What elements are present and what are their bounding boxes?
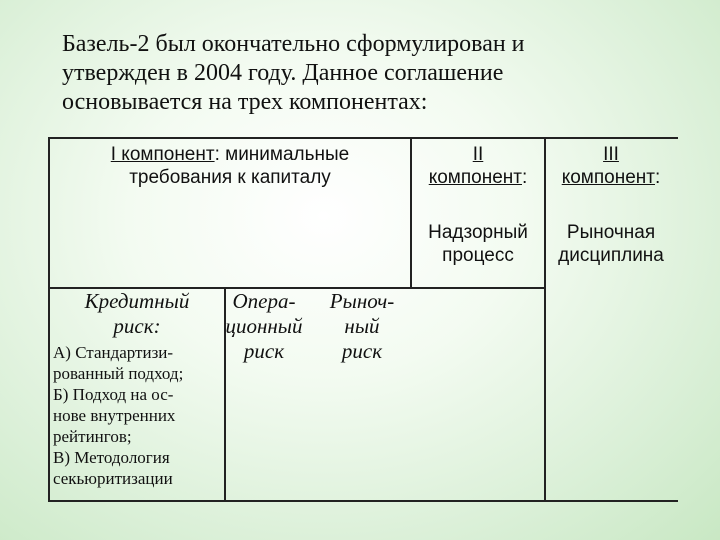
credit-approach-line: В) Методология (53, 448, 170, 467)
table-bottom-border (48, 500, 678, 502)
component-2-name (412, 221, 544, 267)
credit-risk-title (50, 289, 224, 339)
component-3-name-line2: дисциплина (558, 245, 664, 266)
component-3-header (546, 143, 676, 189)
component-2-colon: : (521, 167, 528, 188)
component-3-number: III (603, 144, 619, 165)
component-2-number: II (472, 144, 484, 165)
component-2-name-line1: Надзорный (428, 222, 528, 243)
component-3-name (546, 221, 676, 267)
component-1-title: I компонент (110, 144, 215, 165)
market-risk-line3: риск (341, 339, 383, 363)
credit-approach-line: нове внутренних (53, 406, 176, 425)
operational-risk (214, 289, 314, 364)
credit-approach-line: Б) Подход на ос- (53, 385, 174, 404)
operational-risk-line1: Опера- (232, 289, 296, 313)
component-3-colon: : (654, 167, 661, 188)
credit-risk-title-line2: риск: (113, 314, 161, 338)
component-3-name-line1: Рыночная (566, 222, 656, 243)
credit-approach-line: рейтингов; (53, 427, 132, 446)
component-2-label: компонент (428, 167, 522, 188)
heading-line-1: Базель-2 был окончательно сформулирован и (62, 31, 525, 57)
credit-risk-approaches (53, 342, 225, 489)
component-3-label: компонент (561, 167, 655, 188)
market-risk (312, 289, 412, 364)
market-risk-line2: ный (344, 314, 380, 338)
table-top-border (48, 137, 678, 139)
component-2-name-line2: процесс (442, 245, 514, 266)
component-1-header (52, 143, 408, 189)
operational-risk-line2: ционный (225, 314, 303, 338)
divider-comp2-comp3 (544, 137, 546, 501)
component-1-desc: : минимальные (214, 144, 350, 165)
heading-line-3: основывается на трех компонентах: (62, 89, 428, 115)
components-table (48, 137, 678, 501)
credit-approach-line: А) Стандартизи- (53, 343, 174, 362)
credit-approach-line: рованный подход; (53, 364, 184, 383)
credit-risk-title-line1: Кредитный (84, 289, 190, 313)
heading-line-2: утвержден в 2004 году. Данное соглашение (62, 60, 504, 86)
slide-heading (62, 30, 662, 117)
operational-risk-line3: риск (243, 339, 285, 363)
credit-approach-line: секьюритизации (53, 469, 173, 488)
market-risk-line1: Рыноч- (329, 289, 395, 313)
component-2-header (412, 143, 544, 189)
component-1-desc-line2: требования к капиталу (129, 167, 331, 188)
